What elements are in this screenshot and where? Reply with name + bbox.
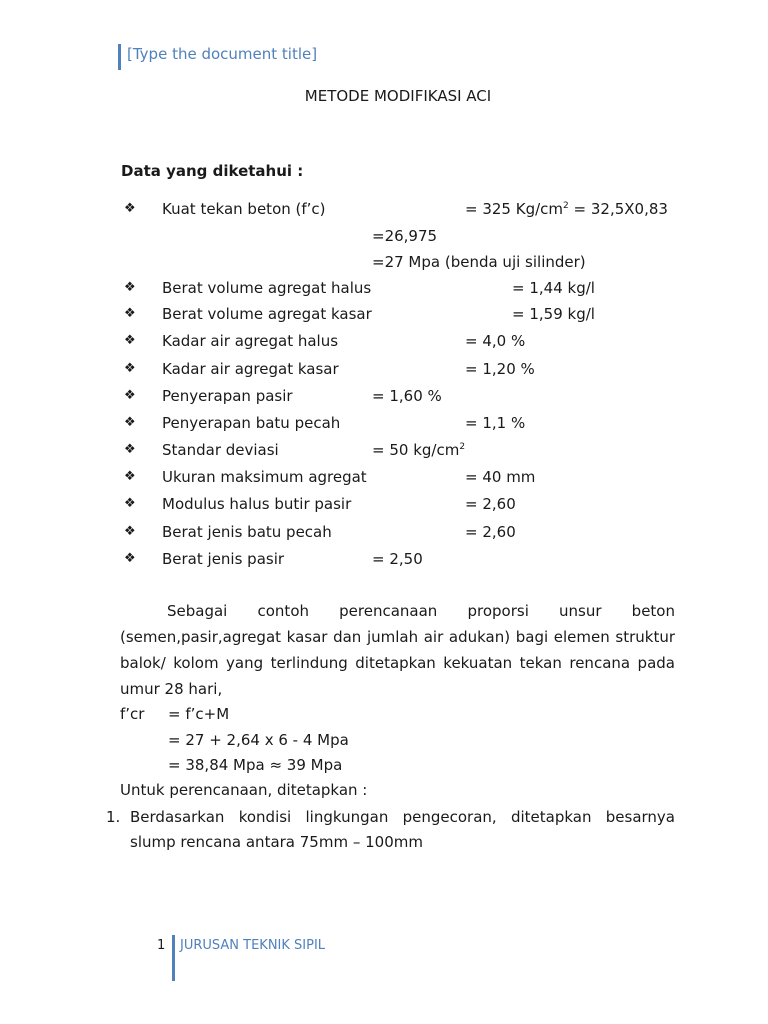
bullet-icon: ❖ <box>124 469 136 484</box>
bullet-icon: ❖ <box>124 361 136 376</box>
given-item-value: = 1,1 % <box>465 414 526 432</box>
bullet-icon: ❖ <box>124 524 136 539</box>
given-item-label: Penyerapan batu pecah <box>162 414 341 432</box>
given-item-label: Penyerapan pasir <box>162 387 293 405</box>
bullet-icon: ❖ <box>124 280 136 295</box>
bullet-icon: ❖ <box>124 306 136 321</box>
footer-accent-bar <box>172 935 175 981</box>
given-item-label: Standar deviasi <box>162 441 279 459</box>
header-accent-bar <box>118 44 121 70</box>
given-item-value: = 1,59 kg/l <box>512 305 595 323</box>
strength-continuation-1: =26,975 <box>372 227 438 245</box>
page-number: 1 <box>157 938 166 953</box>
given-item-label: Modulus halus butir pasir <box>162 495 352 513</box>
given-item-value: = 2,60 <box>465 523 516 541</box>
given-item-label: Kuat tekan beton (f’c) <box>162 200 326 218</box>
formula-lhs: f’cr <box>120 705 145 723</box>
given-item-value: = 50 $kg/cm^2$ <box>372 441 466 459</box>
page-title: METODE MODIFIKASI ACI <box>304 87 492 105</box>
bullet-icon: ❖ <box>124 415 136 430</box>
given-item-value: = 1,60 % <box>372 387 442 405</box>
strength-continuation-2: =27 Mpa (benda uji silinder) <box>372 253 586 271</box>
numbered-item-line-1: Berdasarkan kondisi lingkungan pengecoran, ditetapkan besarnya <box>130 808 675 826</box>
bullet-icon: ❖ <box>124 442 136 457</box>
document-title-placeholder[interactable]: [Type the document title] <box>127 45 318 63</box>
given-item-value: = 325 $Kg/cm^2 = 32,5X0,83$ <box>465 200 668 218</box>
given-item-label: Kadar air agregat kasar <box>162 360 339 378</box>
bullet-icon: ❖ <box>124 551 136 566</box>
given-item-value: = 4,0 % <box>465 332 526 350</box>
given-item-label: Berat jenis batu pecah <box>162 523 332 541</box>
given-data-heading: Data yang diketahui : <box>121 162 304 180</box>
given-item-value: = 2,50 <box>372 550 423 568</box>
given-item-value: = 2,60 <box>465 495 516 513</box>
given-item-label: Ukuran maksimum agregat <box>162 468 367 486</box>
formula-line-3: = 38,84 Mpa ≈ 39 Mpa <box>168 756 343 774</box>
formula-line-1: = f’c+M <box>168 705 230 723</box>
numbered-item-number: 1. <box>106 808 121 826</box>
given-item-label: Berat jenis pasir <box>162 550 285 568</box>
bullet-icon: ❖ <box>124 388 136 403</box>
given-item-label: Berat volume agregat kasar <box>162 305 372 323</box>
bullet-icon: ❖ <box>124 333 136 348</box>
bullet-icon: ❖ <box>124 496 136 511</box>
formula-line-2: = 27 + 2,64 x 6 - 4 Mpa <box>168 731 349 749</box>
given-item-value: = 1,20 % <box>465 360 535 378</box>
given-item-label: Berat volume agregat halus <box>162 279 372 297</box>
given-item-label: Kadar air agregat halus <box>162 332 339 350</box>
given-item-value: = 1,44 kg/l <box>512 279 595 297</box>
footer-department: JURUSAN TEKNIK SIPIL <box>180 938 326 953</box>
bullet-icon: ❖ <box>124 201 136 216</box>
given-item-value: = 40 mm <box>465 468 536 486</box>
numbered-item-line-2: slump rencana antara 75mm – 100mm <box>130 833 423 851</box>
body-paragraph: Sebagai contoh perencanaan proporsi unsur beton (semen,pasir,agregat kasar dan jumlah air adukan) bagi elemen struktur balok/ kolom yang terlindung ditetapkan kekuatan tekan rencana pada umur 28 hari, <box>120 602 675 698</box>
plan-intro: Untuk perencanaan, ditetapkan : <box>120 781 368 799</box>
